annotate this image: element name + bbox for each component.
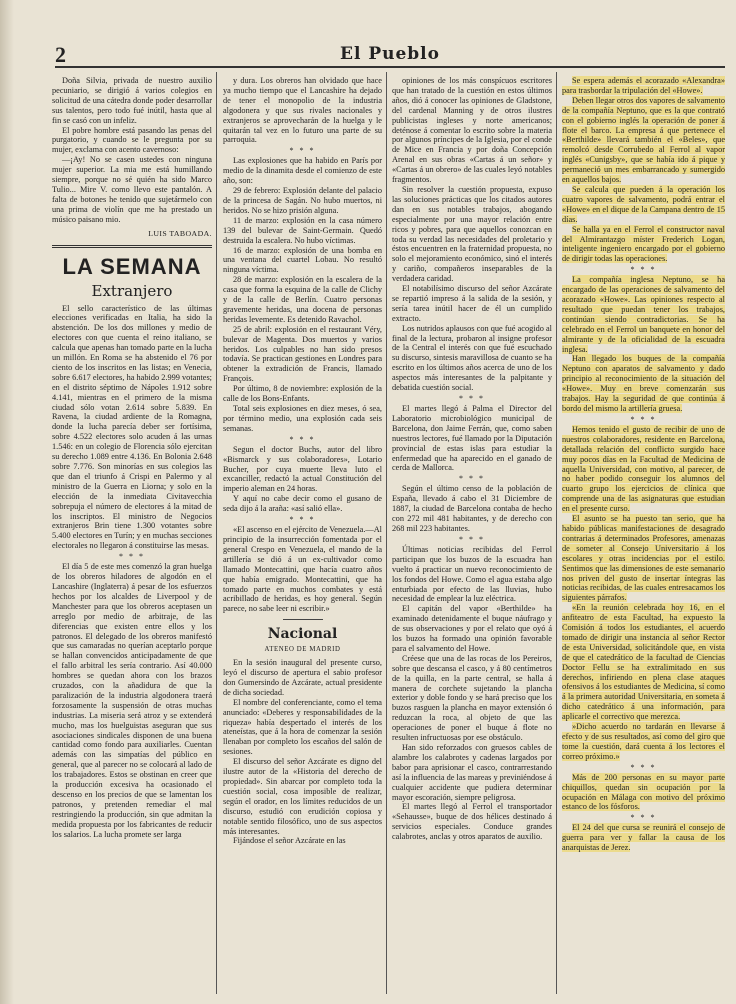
page-number: 2 — [55, 42, 66, 67]
paragraph: y dura. Los obreros han olvidado que hace ya mucho tiempo que el Lancashire ha dejado de tener el monopolio de la industria algodonera y que sus rivales nacionales y extranjeros se aprovecharán de la huelga y le quitarán tal vez en lo futuro una parte de su parroquia. — [223, 76, 382, 145]
masthead: El Pueblo — [340, 44, 440, 64]
paragraph: —¡Ay! No se casen ustedes con ninguna mujer superior. La mia me está humillando siempre, porque no sé quién ha sido Marco Tulio... Mire V. como llevo este pantalón. A falta de botones he tenido que sujetármelo con una prima de violín que me ha prestado un músico paisano mio. — [52, 155, 212, 224]
paragraph: Últimas noticias recibidas del Ferrol participan que los buzos de la escuadra han vuelto á practicar un nuevo reconocimiento de los fondos del Howe. Como el agua estaba algo enturbiada por efecto de las lluvias, hubo necesidad de emplear la luz eléctrica. — [392, 544, 552, 604]
section-divider — [52, 245, 212, 248]
column-1 — [52, 76, 212, 994]
short-rule — [283, 619, 323, 620]
highlighted-text: Se espera además el acorazado «Alexandra» para trasbordar la tripulación del «Howe». — [562, 76, 725, 95]
highlighted-text: El asunto se ha puesto tan serio, que ha habido públicas manifestaciones de desagrado contrarias á determinados Profesores, amenazas de someter al Consejo Universitario á los escolares y otras incidencias por el estilo. Sentimos que las dimensiones de este semanario nos priven del gusto de insertar íntegras las noticias recibidas, de las cuales entresacamos los siguientes párrafos. — [562, 514, 725, 603]
highlighted-paragraph — [562, 185, 725, 225]
section-title: LA SEMANA — [62, 253, 202, 279]
highlighted-paragraph — [562, 76, 725, 96]
highlighted-text: »Dicho acuerdo no tardarán en llevarse á efecto y de sus resultados, así como del giro que tome la cuestión, dará cuenta á los lectores el correo próximo.» — [562, 722, 725, 761]
paragraph: Doña Silvia, privada de nuestro auxilio pecuniario, se dirigió á varios colegios en solicitud de una cátedra donde poder desarrollar sus talentos, pero todo fué inútil, hasta que al fin se casó con un infeliz. — [52, 76, 212, 125]
paragraph: Han sido reforzados con gruesos cables de alambre los calabrotes y cadenas largados por babor para aprisionar el casco, contrarrestando así la influencia de las mareas y previniéndose á cualquier accidente que pudiera determinar mayor escoración, siempre peligrosa. — [392, 743, 552, 802]
highlighted-paragraph — [562, 425, 725, 514]
paragraph-separator: * * * — [630, 813, 657, 823]
column-rule — [556, 72, 557, 994]
section-subtitle: Extranjero — [91, 281, 173, 300]
paragraph: Por último, 8 de noviembre: explosión de la calle de los Bons-Enfants. — [223, 384, 382, 404]
highlighted-text: «En la reunión celebrada hoy 16, en el anfiteatro de esta Facultad, ha expuesto la Comisión á todos los estudiantes, el acuerdo tomado de dirigir una instancia al señor Rector de esta Universidad, solicitándole que, en vista de que el catedrático de la facultad de Ciencias Doctor Fellu se ha extralimitado en sus derechos, infiriendo en plena clase ataques ofensivos á los estudiantes de Medicina, sí como á la primera autoridad Universitaria, en someta á dicho catedrático á una información, para aplicarle el correctivo que merezca. — [562, 603, 725, 722]
page-header — [55, 42, 725, 68]
paragraph-separator: * * * — [630, 414, 657, 424]
paragraph-separator: * * * — [119, 552, 145, 562]
paragraph: El nombre del conferenciante, como el tema anunciado: «Deberes y responsabilidades de la riqueza» había despertado el interés de los ateneístas, que á la hora de comenzar la sesión llenaban por completo los escaños del salón de sesiones. — [223, 697, 382, 757]
column-4 — [562, 76, 725, 994]
column-rule — [386, 72, 387, 994]
highlighted-text: Se halla ya en el Ferrol el constructor naval del Almirantazgo míster Frederich Logan, inteligente ingeniero encargado por el gobierno de dirigir todas las operaciones. — [562, 224, 725, 264]
highlighted-text: Deben llegar otros dos vapores de salvamento de la compañía Neptuno, que es la que contrató con el gobierno inglés la operación de poner á flote el barco. La empresa á que pertenece el «Berthilde» llevará también el «Beles», que remolcó desde Corrubedo al Ferrol al vapor inglés «Cunigsby», que se había ido á pique y permaneció un mes embarrancado y sumergido en aquellos bajos. — [562, 95, 725, 185]
paragraph: Total seis explosiones en diez meses, ó sea, por término medio, una explosión cada seis semanas. — [223, 404, 382, 433]
paragraph: Créese que una de las rocas de los Pereiros, sobre que descansa el casco, y á 80 centímetros de la quilla, en la parte central, se halla á manera de corchete sujetando la plancha exterior y doble fondo y se hará preciso que los buzos rasguen la plancha en mayor extensión ó reduzcan la roca, al objeto de que las operaciones de poner el buque á flote no resulten infructuosas por ese obstáculo. — [392, 653, 552, 743]
paragraph: 16 de marzo: explosión de una bomba en una ventana del cuartel Lobau. No resultó ninguna víctima. — [223, 245, 382, 275]
paragraph-separator: * * * — [289, 515, 316, 525]
highlighted-paragraph — [562, 603, 725, 722]
paragraph: El notabilísimo discurso del señor Azcárate se repartió impreso á la salida de la sesión, y sería tarea inútil hacer de él un cumplido extracto. — [392, 284, 552, 323]
highlighted-text: El 24 del que cursa se reunirá el consejo de guerra para ver y fallar la causa de los anarquistas de Jerez. — [562, 823, 725, 853]
highlighted-text: Más de 200 personas en su mayor parte chiquillos, quedan sin ocupación por la ocupación en Málaga con motivo del próximo estanco de los fósforos. — [562, 772, 725, 812]
paragraph: Fijándose el señor Azcárate en las — [233, 836, 346, 846]
paragraph: El martes llegó al Ferrol el transportador «Sehausse», buque de dos hélices destinado á servicios especiales. Conduce grandes calabrotes, anclas y otros aparatos de auxilio. — [392, 802, 552, 842]
highlighted-text: La compañía inglesa Neptuno, se ha encargado de las operaciones de salvamento del acorazado «Howe». Las opiniones respecto al resultado que puedan tener los trabajos, continúan siendo contradictorias. Se ha celebrado en el Ferrol un banquete en honor del almirante y de la oficialidad de la escuadra inglesa. — [562, 275, 725, 354]
paragraph-separator: * * * — [459, 474, 485, 484]
paragraph-separator: * * * — [289, 146, 316, 156]
paragraph: Sin resolver la cuestión propuesta, expuso las soluciones prácticas que los citados autores dan en sus notables trabajos, abogando especialmente por una mayor relación entre ricos y pobres, para que aquellos conozcan en toda su verdad las necesidades del proletario y éstos encuentren en la fraternidad propuesta, no solo el mejoramiento económico, sinó el interés y cariño, compañeros inseparables de la verdadera caridad. — [392, 184, 552, 284]
paragraph: 25 de abril: explosión en el restaurant Véry, bulevar de Magenta. Dos muertos y varios heridos. Los culpables no han sido presos todavía. Se practican gestiones en Londres para obtener la extradición de Francis, llamado François. — [223, 324, 382, 384]
highlighted-text: Se calcula que pueden á la operación los cuatro vapores de salvamento, podrá entrar el «Howe» en el dique de la Campana dentro de 15 días. — [562, 184, 725, 224]
highlighted-paragraph — [562, 275, 725, 354]
paragraph: Y aquí no cabe decir como el gusano de seda dijo á la araña: «así salió ella». — [223, 494, 382, 514]
paragraph-separator: * * * — [459, 394, 485, 403]
highlighted-text: Hemos tenido el gusto de recibir de uno de nuestros colaboradores, residente en Barcelona, detallada relación del conflicto surgido hace muy pocos días en la Facultad de Medicina de aquella Universidad, con motivo, al parecer, de no haber podido conseguir los alumnos del cuarto grupo los ejercicios de clínica que comprende una de las asignaturas que estudian en el presente curso. — [562, 424, 725, 514]
paragraph: El capitán del vapor «Berthilde» ha examinado detenidamente el buque náufrago y de sus observaciones y por el relato que oyó á los buzos ha formado una opinión favorable para el salvamento del Howe. — [392, 604, 552, 653]
paragraph: 11 de marzo: explosión en la casa número 139 del bulevar de Saint-Germain. Quedó destruida la escalera. No hubo víctimas. — [223, 215, 382, 245]
paragraph: Segun el doctor Buchs, autor del libro «Bismarck y sus colaboradores», Lotario Bucher, por cuya muerte lleva luto el excanciller, redactó la actual Constitución del imperio aleman en 24 horas. — [223, 444, 382, 494]
paragraph: 28 de marzo: explosión en la escalera de la casa que forma la esquina de la calle de Clichy y de la calle de Berlín. Cuatro personas gravemente heridas, una docena de personas heridas levemente. Es detenido Ravachol. — [223, 275, 382, 324]
paragraph: El discurso del señor Azcárate es digno del ilustre autor de la «Historia del derecho de propiedad». Sin abarcar por completo toda la cuestión social, cosa imposible de realizar, según el orador, en los límites reducidos de un discurso, estudió con erudición copiosa y notable sentido filosófico, uno de sus aspectos más interesantes. — [223, 757, 382, 836]
highlighted-paragraph — [562, 773, 725, 813]
column-rule — [216, 72, 217, 994]
paragraph: Los nutridos aplausos con que fué acogido al final de la lectura, probaron al insigne profesor de la Central el interés con que fué escuchado su discurso, sintesis maravillosa de cuanto se ha escrito en los últimos años acerca de uno de los aspectos más interesantes de la palpitante y debatida cuestión social. — [392, 323, 552, 393]
paragraph: 29 de febrero: Explosión delante del palacio de la princesa de Sagán. No hubo muertos, ni heridos. No se hizo prisión alguna. — [223, 186, 382, 215]
highlighted-paragraph — [562, 823, 725, 853]
paragraph: Las explosiones que ha habido en París por medio de la dinamita desde el comienzo de este año, son: — [223, 156, 382, 186]
paragraph-separator: * * * — [459, 534, 485, 544]
page-fold-shadow — [0, 0, 14, 1004]
paragraph: El sello característico de las últimas elecciones verificadas en Italia, ha sido la abstención. De los dos millones y medio de electores con que cuenta el reino italiano, se calcula que apenas han tomado parte en la lucha un millón. En Roma se ha abstenido el 76 por ciento de los inscritos en las listas; en Venecia, sobre 6.617 electores, ha habido 2.999 votantes; en el distrito séptimo de Nápoles 1.912 sobre 4.141, mientras en el primero de la misma ciudad sólo votan 2.614 sobre 5.839. En Ravena, la ciudad ardiente de la Romagna, donde la lucha parecía deber ser fortísima, sobre 4.522 electores solo acuden á las urnas 1.546: en un colegio de Florencia sólo ejercitan su derecho 1.089 entre 4.136. En Bolonia 2.648 sobre 7.776. Son minorías en sus colegios las que dan el triunfo á Crispi en Palermo y al ministro de la Guerra en Liorna; y solo en la elección de la inmediata Civitavecchia sobrepuja el número de electores á la mitad de los inscriptos. El ministro de Negocios extranjeros Brin tiene 1.300 votantes sobre 5.400 electores en Turín; y en muchas secciones electorales no llegaron á constituirse las mesas. — [52, 303, 212, 551]
paragraph: Según el último censo de la población de España, llevado á cabo el 31 Diciembre de 1887, la ciudad de Barcelona contaba de hecho con 272 mil 481 habitantes, y de derecho con 268 mil 223 habitantes. — [392, 484, 552, 533]
paragraph-separator: * * * — [630, 265, 657, 275]
paragraph: opiniones de los más conspícuos escritores que han tratado de la cuestión en estos últimos años, dió á conocer las opiniones de Gladstone, del cardenal Manning y de otros ilustres publicistas ingleses y norte americanos; deténose á comentar lo escrito sobre la materia por algunos príncipes de la Iglesia, por el conde de Mice en Francia y por doña Concepción Arenal en sus obras «Cartas á un señor» y «Cartas á un obrero» de las cuales leyó notables fragmentos. — [392, 76, 552, 185]
highlighted-paragraph — [562, 96, 725, 185]
paragraph: El pobre hombre está pasando las penas del purgatorio, y cuando se le pregunta por su mujer, exclama con acento cavernoso: — [52, 125, 212, 155]
paragraph-separator: * * * — [630, 762, 657, 772]
paragraph: El martes llegó á Palma el Director del Laboratorio microbiológico municipal de Barcelona, don Jaime Ferrán, que, como saben nuestros lectores, fué llamado por la Diputación provincial de estas islas para estudiar la enfermedad que ha aparecido en el ganado de cerda de Mallorca. — [392, 404, 552, 473]
highlighted-paragraph — [562, 514, 725, 603]
section-subtitle-nacional: Nacional — [267, 626, 338, 643]
author-signature: LUIS TABOADA. — [148, 228, 212, 238]
highlighted-paragraph — [562, 722, 725, 762]
paragraph: El día 5 de este mes comenzó la gran huelga de los obreros hiladores de algodón en el Lancashire (Inglaterra) á pesar de los esfuerzos hechos por los alcaldes de Liverpool y de Manchester para que los obreros aceptasen un arreglo por medio de arbitraje, de las diferencias que existen entre ellos y los patronos. El delegado de los obreros manifestó que sus camaradas no querían aceptarlo porque se hallan convencidos anticipadamente de que el fallo arbitral les sería contrario. Así 40.000 hombres se quedan ahora con los brazos cruzados, con la añadidura de que la paralización de la industria algodonera traerá forzosamente la suspensión de otras muchas industrias. La miseria será atroz y se extenderá mucho, mas los huelguistas aseguran que sus asociaciones sindicales disponen de una buena cantidad como fondo para auxiliarles. Cuentan además con las simpatías del público en general, que al parecer no se colocará al lado de los trabajadores. Estos se obstinan en creer que la producción excesiva ha ocasionado el descenso en los precios de que se lamentan los patronos, y pretenden remediar el mal restringiendo la producción, sin que admitan la medida propuesta por los fabricantes de reducir los salarios. La lucha promete ser larga — [52, 562, 212, 839]
highlighted-text: Han llegado los buques de la compañía Neptuno con aparatos de salvamento y dado principio al reconocimiento de la situación del «Howe». Muy en breve comenzarán sus trabajos. Hay la seguridad de que continúa á bordo del mismo la artillería gruesa. — [562, 354, 725, 413]
paragraph: En la sesión inaugural del presente curso, leyó el discurso de apertura el sabio profesor don Gumersindo de Azcárate, actual presidente de dicha sociedad. — [223, 658, 382, 697]
highlighted-paragraph — [562, 225, 725, 265]
article-heading: ATENEO DE MADRID — [264, 646, 341, 654]
highlighted-paragraph — [562, 354, 725, 413]
paragraph: «El ascenso en el ejército de Venezuela.—Al principio de la insurrección fomentada por el general Crespo en Venezuela, el mando de la artillería se dió á un ex-cultivador como llamado Montecattini, que hacía cuatro años que había emigrado. Montecattini, que ha tomado parte en muchos combates y está acribillado de heridas, es hoy general. Según parece, no sabe leer ni escribir.» — [223, 525, 382, 614]
paragraph-separator: * * * — [289, 434, 316, 444]
column-2 — [223, 76, 382, 994]
column-3 — [392, 76, 552, 994]
